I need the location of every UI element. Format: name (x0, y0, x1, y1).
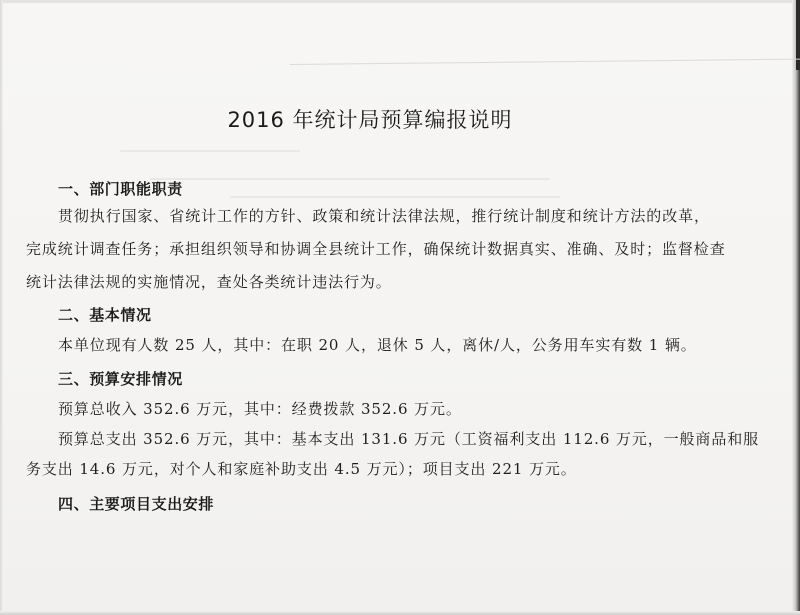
scan-edge-top (0, 0, 800, 3)
bleed-through-mark (120, 150, 300, 152)
paragraph-line: 本单位现有人数 25 人，其中：在职 20 人，退休 5 人，离休/人，公务用车实有数 1 辆。 (58, 336, 697, 354)
paragraph-line: 贯彻执行国家、省统计工作的方针、政策和统计法律法规，推行统计制度和统计方法的改革， (58, 207, 710, 225)
paragraph-line: 预算总收入 352.6 万元，其中：经费拨款 352.6 万元。 (58, 400, 462, 418)
paragraph-line: 预算总支出 352.6 万元，其中：基本支出 131.6 万元（工资福利支出 112.6 万元，一般商品和服 (58, 430, 760, 448)
page-fold-line (290, 59, 800, 65)
section-heading-duties: 一、部门职能职责 (58, 180, 183, 198)
paragraph-line: 完成统计调查任务；承担组织领导和协调全县统计工作，确保统计数据真实、准确、及时；监督检查 (26, 240, 726, 258)
scan-edge-right (792, 0, 800, 615)
scan-edge-left (0, 0, 3, 615)
section-heading-basic-info: 二、基本情况 (58, 306, 152, 324)
section-heading-projects: 四、主要项目支出安排 (58, 495, 215, 513)
scan-edge-bottom (0, 611, 800, 615)
paragraph-line: 统计法律法规的实施情况，查处各类统计违法行为。 (26, 273, 392, 291)
section-heading-budget: 三、预算安排情况 (58, 370, 183, 388)
bleed-through-mark (230, 196, 560, 198)
bleed-through-mark (150, 178, 550, 180)
document-title: 2016 年统计局预算编报说明 (227, 108, 513, 132)
paragraph-line: 务支出 14.6 万元，对个人和家庭补助支出 4.5 万元）；项目支出 221 万元。 (26, 460, 577, 478)
